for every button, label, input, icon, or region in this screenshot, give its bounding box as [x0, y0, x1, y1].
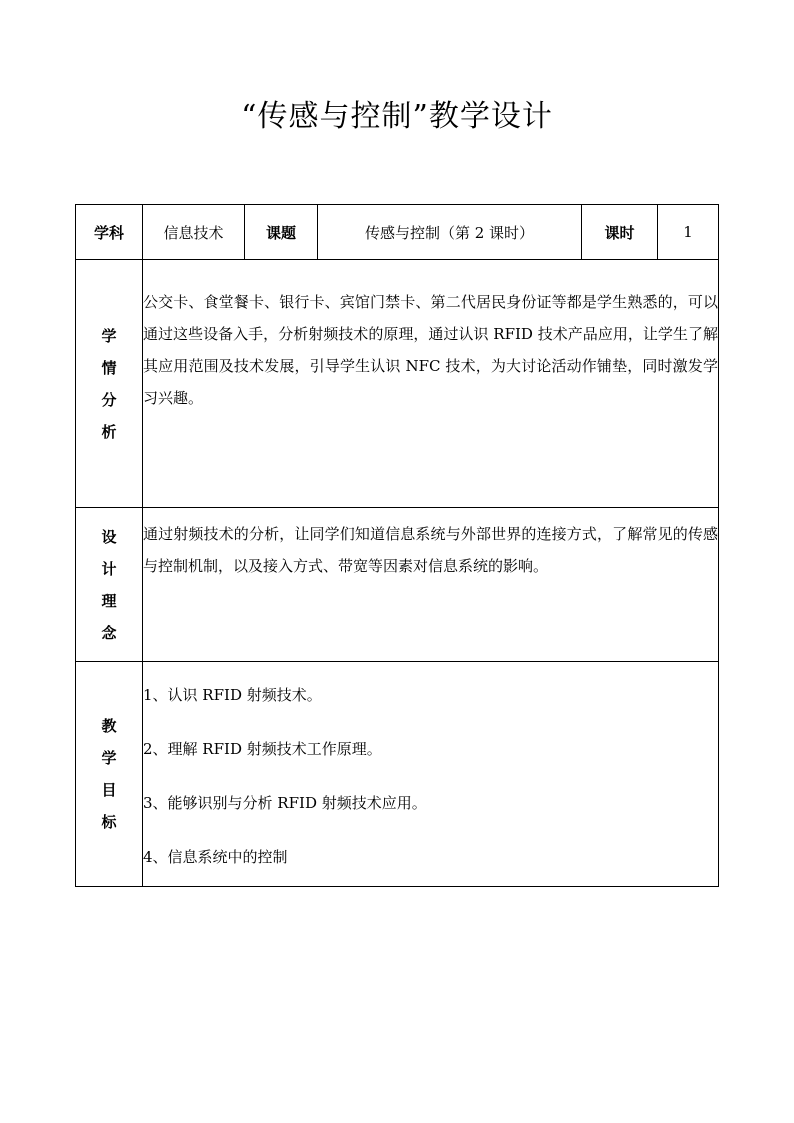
label-char: 学	[101, 326, 117, 345]
design-concept-label	[76, 508, 143, 662]
student-analysis-text: 公交卡、食堂餐卡、银行卡、宾馆门禁卡、第二代居民身份证等都是学生熟悉的，可以通过这些设备入手，分析射频技术的原理，通过认识 RFID 技术产品应用，让学生了解其应用范围及技术发展，引导学生认识 NFC 技术，为大讨论活动作铺垫，同时激发学习兴趣。	[143, 260, 719, 508]
label-char: 分	[101, 390, 117, 409]
topic-label: 课题	[245, 205, 318, 260]
label-char: 理	[101, 591, 117, 610]
student-analysis-label	[76, 260, 143, 508]
goal-item: 4、信息系统中的控制	[143, 848, 288, 866]
subject-label: 学科	[76, 205, 143, 260]
page-title: “传感与控制”教学设计	[241, 99, 553, 134]
subject-value: 信息技术	[143, 205, 245, 260]
lesson-plan-table	[75, 204, 719, 887]
teaching-goals-list	[143, 662, 719, 887]
teaching-goals-row	[76, 662, 719, 887]
design-concept-text: 通过射频技术的分析，让同学们知道信息系统与外部世界的连接方式，了解常见的传感与控制机制，以及接入方式、带宽等因素对信息系统的影响。	[143, 508, 719, 662]
label-char: 目	[101, 781, 117, 799]
label-char: 设	[101, 527, 117, 546]
label-char: 学	[101, 749, 117, 767]
label-char: 情	[101, 358, 117, 377]
period-value: 1	[658, 205, 719, 260]
period-label: 课时	[582, 205, 658, 260]
goal-item: 3、能够识别与分析 RFID 射频技术应用。	[143, 794, 427, 812]
label-char: 教	[101, 717, 117, 735]
design-concept-row	[76, 508, 719, 662]
label-char: 念	[101, 623, 117, 642]
label-char: 计	[101, 559, 117, 578]
topic-value: 传感与控制（第 2 课时）	[318, 205, 582, 260]
goal-item: 2、理解 RFID 射频技术工作原理。	[143, 740, 382, 758]
teaching-goals-label	[76, 662, 143, 887]
student-analysis-row	[76, 260, 719, 508]
goal-item: 1、认识 RFID 射频技术。	[143, 686, 322, 704]
header-row	[76, 205, 719, 260]
label-char: 标	[101, 813, 117, 831]
label-char: 析	[101, 422, 117, 441]
